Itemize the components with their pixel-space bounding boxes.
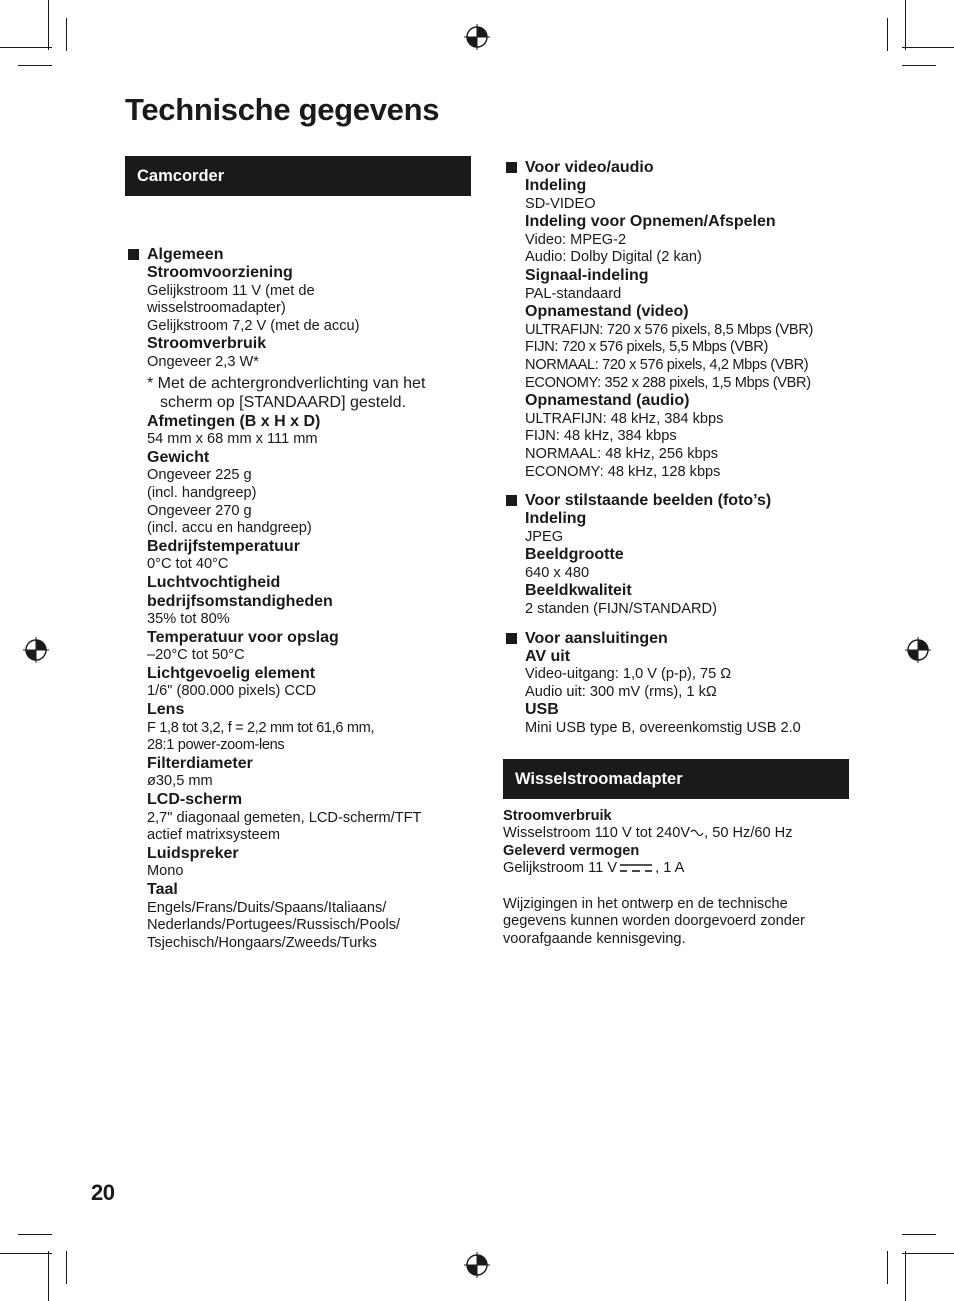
spec-value: 2 standen (FIJN/STANDARD): [525, 601, 717, 618]
spec-value: Gelijkstroom 7,2 V (met de accu): [147, 317, 360, 334]
spec-value-text: Wisselstroom 110 V tot 240V: [503, 824, 691, 841]
spec-value: 1/6" (800.000 pixels) CCD: [147, 683, 317, 700]
spec-label: Luidspreker: [147, 844, 239, 862]
spec-label: Gewicht: [147, 448, 210, 466]
spec-label: Opnamestand (audio): [525, 392, 690, 410]
camcorder-heading: Camcorder: [125, 156, 471, 196]
section-algemeen: [125, 245, 471, 952]
section-heading: Voor video/audio: [525, 159, 654, 176]
spec-label: Temperatuur voor opslag: [147, 628, 339, 646]
footnote: * Met de achtergrondverlichting van het scherm op [STANDAARD] gesteld.: [147, 374, 426, 411]
crop-mark: [902, 65, 936, 66]
spec-label: USB: [525, 701, 559, 719]
spec-value: ECONOMY: 48 kHz, 128 kbps: [525, 463, 721, 480]
spec-value: 0°C tot 40°C: [147, 556, 229, 573]
spec-value: Engels/Frans/Duits/Spaans/Italiaans/: [147, 899, 387, 916]
spec-value: Ongeveer 2,3 W*: [147, 353, 259, 370]
crop-mark: [18, 1234, 52, 1235]
spec-label: Indeling: [525, 177, 587, 194]
spec-value-text: , 1 A: [655, 860, 685, 877]
spec-label: LCD-scherm: [147, 791, 243, 809]
adapter-heading: Wisselstroomadapter: [503, 759, 849, 799]
ac-symbol-icon: [690, 828, 704, 838]
spec-label: Signaal-indeling: [525, 266, 649, 284]
spec-label: Bedrijfstemperatuur: [147, 537, 300, 555]
spec-value: 28:1 power-zoom-lens: [147, 737, 285, 754]
crop-mark: [905, 0, 906, 50]
spec-value: Nederlands/Portugees/Russisch/Pools/: [147, 917, 401, 934]
registration-target-icon: [464, 24, 490, 50]
crop-mark: [887, 1251, 888, 1284]
spec-value: Mono: [147, 863, 184, 880]
spec-value: ECONOMY: 352 x 288 pixels, 1,5 Mbps (VBR): [525, 374, 811, 391]
spec-label: Opnamestand (video): [525, 303, 689, 321]
spec-value: 54 mm x 68 mm x 111 mm: [147, 431, 318, 448]
spec-label: Indeling: [525, 510, 587, 528]
spec-value: Ongeveer 225 g: [147, 467, 252, 484]
spec-value: Ongeveer 270 g: [147, 502, 252, 519]
page-number: 20: [91, 1180, 115, 1205]
spec-value: [503, 825, 849, 843]
spec-label: Beeldkwaliteit: [525, 582, 632, 600]
adapter-specs: [503, 807, 849, 878]
spec-value: FIJN: 48 kHz, 384 kbps: [525, 428, 677, 445]
spec-label: Stroomverbruik: [503, 807, 612, 824]
spec-label: AV uit: [525, 647, 571, 665]
crop-mark: [902, 1234, 936, 1235]
spec-value-text: , 50 Hz/60 Hz: [704, 824, 793, 841]
bullet-square-icon: [506, 633, 517, 644]
spec-value: PAL-standaard: [525, 285, 622, 302]
spec-value: Tsjechisch/Hongaars/Zweeds/Turks: [147, 934, 377, 951]
section-heading: Algemeen: [147, 246, 224, 263]
crop-mark: [66, 18, 67, 51]
right-column: [503, 158, 849, 949]
spec-value: FIJN: 720 x 576 pixels, 5,5 Mbps (VBR): [525, 339, 769, 356]
section-heading: Voor aansluitingen: [525, 629, 668, 647]
registration-target-icon: [905, 637, 931, 663]
crop-mark: [18, 65, 52, 66]
crop-mark: [887, 18, 888, 51]
spec-label: Lichtgevoelig element: [147, 664, 316, 682]
spec-label: Luchtvochtigheid: [147, 573, 281, 591]
spec-label: Geleverd vermogen: [503, 843, 640, 860]
registration-target-icon: [464, 1252, 490, 1278]
disclaimer-line: Wijzigingen in het ontwerp en de technische: [503, 895, 788, 912]
spec-value-text: Gelijkstroom 11 V: [503, 860, 618, 877]
spec-value: 2,7" diagonaal gemeten, LCD-scherm/TFT: [147, 809, 422, 826]
section-aansluitingen: [503, 629, 849, 738]
crop-mark: [905, 1251, 906, 1301]
section-video-audio: [503, 158, 849, 481]
spec-label: Afmetingen (B x H x D): [147, 412, 321, 430]
spec-value: 640 x 480: [525, 564, 590, 581]
disclaimer-line: voorafgaande kennisgeving.: [503, 931, 686, 947]
crop-mark: [0, 47, 52, 48]
registration-target-icon: [23, 637, 49, 663]
crop-mark: [902, 1253, 954, 1254]
section-stilstaande-beelden: [503, 491, 849, 619]
spec-value: Audio uit: 300 mV (rms), 1 kΩ: [525, 683, 717, 700]
spec-value: ø30,5 mm: [147, 773, 213, 790]
section-heading: Voor stilstaande beelden (foto’s): [525, 492, 772, 510]
disclaimer: [503, 896, 849, 949]
spec-value: Gelijkstroom 11 V (met de: [147, 282, 315, 299]
bullet-square-icon: [128, 249, 139, 260]
spec-label: Filterdiameter: [147, 754, 253, 772]
spec-value: (incl. handgreep): [147, 484, 257, 501]
spec-value: ULTRAFIJN: 48 kHz, 384 kbps: [525, 410, 724, 427]
left-column: [125, 156, 471, 952]
spec-value: NORMAAL: 48 kHz, 256 kbps: [525, 445, 719, 462]
crop-mark: [48, 1251, 49, 1301]
spec-label: Taal: [147, 881, 178, 898]
page-title: Technische gegevens: [125, 92, 440, 127]
crop-mark: [48, 0, 49, 50]
bullet-square-icon: [506, 162, 517, 173]
spec-value: SD-VIDEO: [525, 195, 596, 212]
spec-value: actief matrixsysteem: [147, 827, 280, 844]
spec-value: 35% tot 80%: [147, 611, 230, 628]
crop-mark: [902, 47, 954, 48]
dc-symbol-icon: [619, 862, 653, 874]
disclaimer-line: gegevens kunnen worden doorgevoerd zonder: [503, 913, 805, 930]
spec-label: bedrijfsomstandigheden: [147, 592, 333, 610]
spec-value: F 1,8 tot 3,2, f = 2,2 mm tot 61,6 mm,: [147, 719, 375, 736]
spec-value: Mini USB type B, overeenkomstig USB 2.0: [525, 720, 801, 737]
spec-label: Stroomvoorziening: [147, 264, 293, 281]
crop-mark: [0, 1253, 52, 1254]
spec-label: Stroomverbruik: [147, 335, 267, 353]
spec-value: ULTRAFIJN: 720 x 576 pixels, 8,5 Mbps (VBR): [525, 321, 814, 338]
bullet-square-icon: [506, 495, 517, 506]
spec-value: wisselstroomadapter): [147, 300, 286, 317]
spec-label: Lens: [147, 701, 185, 719]
spec-value: JPEG: [525, 528, 564, 545]
spec-value: Video-uitgang: 1,0 V (p-p), 75 Ω: [525, 666, 732, 683]
spec-value: (incl. accu en handgreep): [147, 520, 312, 537]
spec-value: –20°C tot 50°C: [147, 647, 245, 664]
spec-value: Video: MPEG-2: [525, 231, 627, 248]
crop-mark: [66, 1251, 67, 1284]
spec-value: [503, 860, 849, 878]
spec-value: NORMAAL: 720 x 576 pixels, 4,2 Mbps (VBR): [525, 356, 809, 373]
spec-label: Indeling voor Opnemen/Afspelen: [525, 213, 776, 231]
spec-value: Audio: Dolby Digital (2 kan): [525, 249, 702, 266]
spec-label: Beeldgrootte: [525, 546, 624, 564]
